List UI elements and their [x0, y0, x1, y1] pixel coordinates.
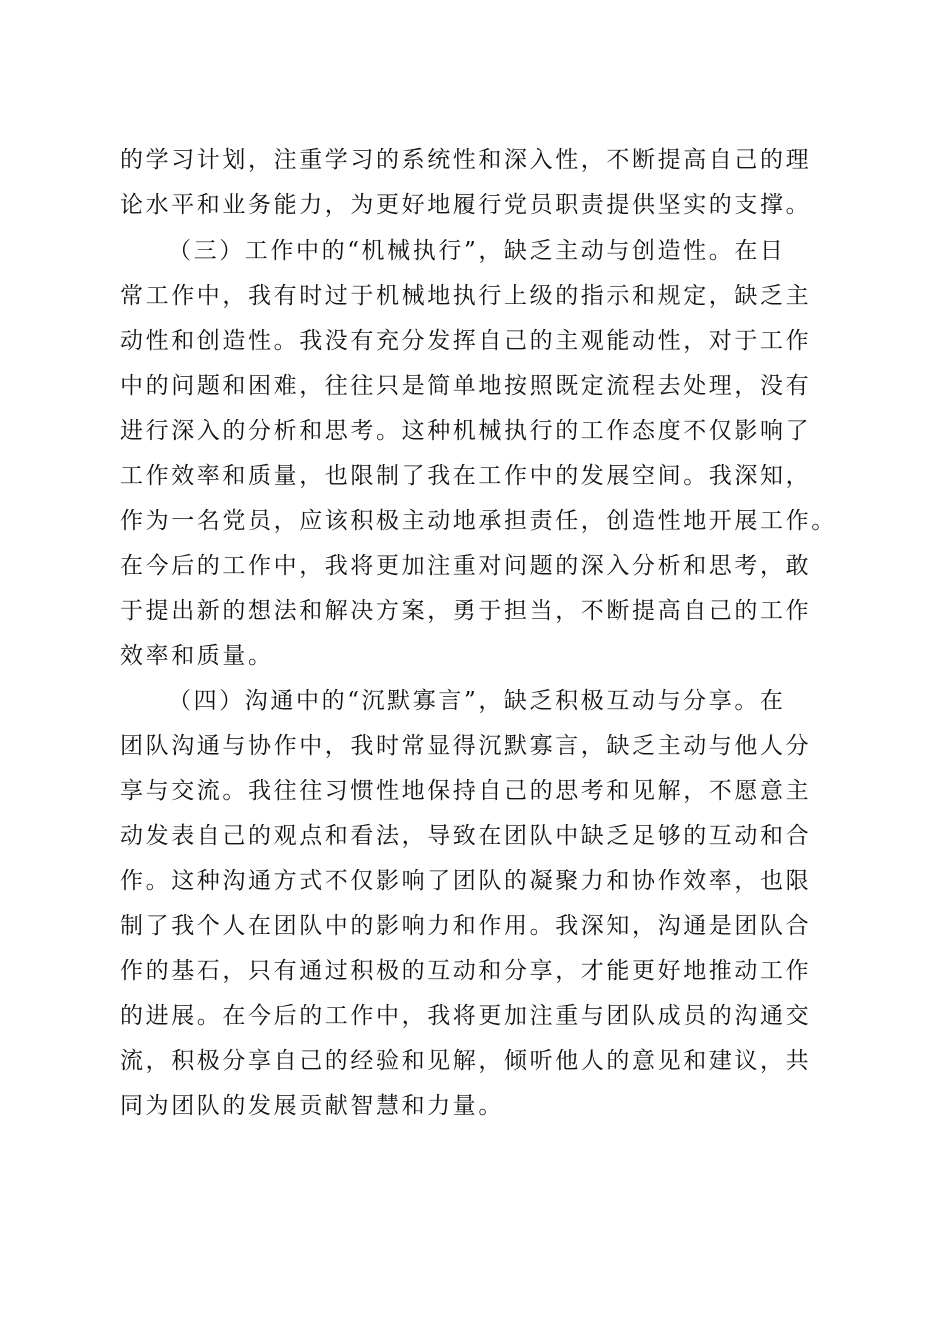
text-line: 效率和质量。 — [120, 643, 274, 669]
text-line: 工作效率和质量，也限制了我在工作中的发展空间。我深知， — [120, 463, 812, 489]
text-line: 制了我个人在团队中的影响力和作用。我深知，沟通是团队合 — [120, 913, 812, 939]
text-line: 的进展。在今后的工作中，我将更加注重与团队成员的沟通交 — [120, 1003, 812, 1029]
text-line: 团队沟通与协作中，我时常显得沉默寡言，缺乏主动与他人分 — [120, 733, 812, 759]
text-line: 进行深入的分析和思考。这种机械执行的工作态度不仅影响了 — [120, 418, 812, 444]
text-line: 常工作中，我有时过于机械地执行上级的指示和规定，缺乏主 — [120, 283, 812, 309]
text-line: 作为一名党员，应该积极主动地承担责任，创造性地开展工作。 — [120, 508, 837, 534]
text-line: 作的基石，只有通过积极的互动和分享，才能更好地推动工作 — [120, 958, 812, 984]
section-heading-line: （三）工作中的“机械执行”，缺乏主动与创造性。在日 — [168, 238, 786, 264]
text-line: 动性和创造性。我没有充分发挥自己的主观能动性，对于工作 — [120, 328, 812, 354]
text-line: 的学习计划，注重学习的系统性和深入性，不断提高自己的理 — [120, 147, 812, 173]
text-line: 同为团队的发展贡献智慧和力量。 — [120, 1093, 504, 1119]
section-heading-line: （四）沟通中的“沉默寡言”，缺乏积极互动与分享。在 — [168, 688, 786, 714]
text-line: 于提出新的想法和解决方案，勇于担当，不断提高自己的工作 — [120, 598, 812, 624]
text-line: 作。这种沟通方式不仅影响了团队的凝聚力和协作效率，也限 — [120, 868, 812, 894]
text-line: 动发表自己的观点和看法，导致在团队中缺乏足够的互动和合 — [120, 823, 812, 849]
text-line: 享与交流。我往往习惯性地保持自己的思考和见解，不愿意主 — [120, 778, 812, 804]
text-line: 论水平和业务能力，为更好地履行党员职责提供坚实的支撑。 — [120, 192, 812, 218]
text-line: 在今后的工作中，我将更加注重对问题的深入分析和思考，敢 — [120, 553, 812, 579]
text-line: 中的问题和困难，往往只是简单地按照既定流程去处理，没有 — [120, 373, 812, 399]
text-line: 流，积极分享自己的经验和见解，倾听他人的意见和建议，共 — [120, 1048, 812, 1074]
